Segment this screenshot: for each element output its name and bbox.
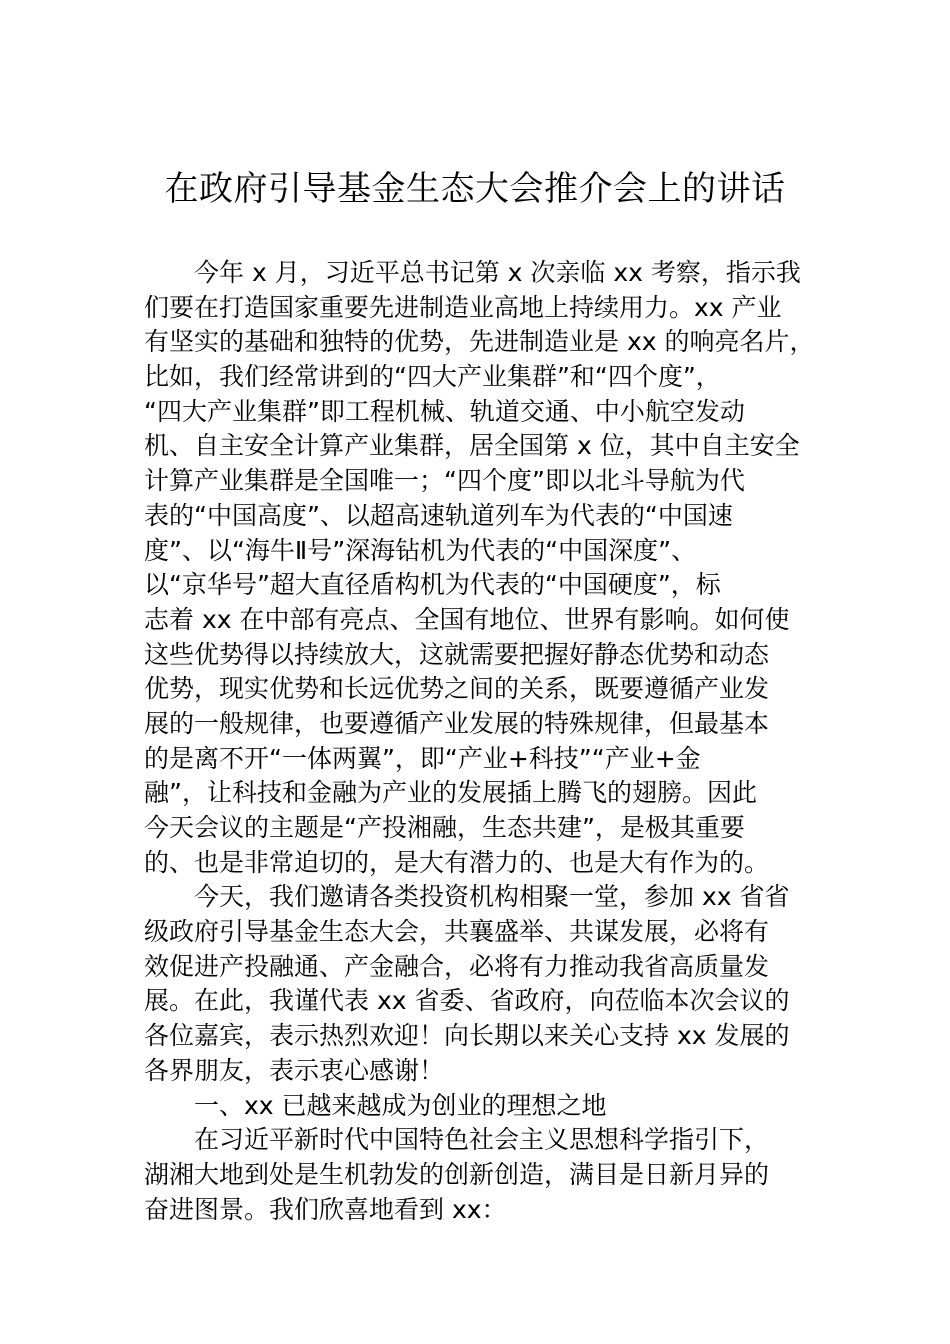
body-line: 今天，我们邀请各类投资机构相聚一堂，参加 xx 省省 xyxy=(194,882,790,912)
body-line: 表的“中国高度”、以超高速轨道列车为代表的“中国速 xyxy=(144,500,733,530)
body-line: 各界朋友，表示衷心感谢！ xyxy=(144,1055,445,1085)
body-line: 融”，让科技和金融为产业的发展插上腾飞的翅膀。因此 xyxy=(144,778,757,808)
body-line: 计算产业集群是全国唯一；“四个度”即以北斗导航为代 xyxy=(144,466,745,496)
body-line: 机、自主安全计算产业集群，居全国第 x 位，其中自主安全 xyxy=(144,431,800,461)
body-line: 一、xx 已越来越成为创业的理想之地 xyxy=(194,1090,607,1120)
body-line: 各位嘉宾，表示热烈欢迎！向长期以来关心支持 xx 发展的 xyxy=(144,1021,790,1051)
body-line: 效促进产投融通、产金融合，必将有力推动我省高质量发 xyxy=(144,951,770,981)
body-line: 有坚实的基础和独特的优势，先进制造业是 xx 的响亮名片， xyxy=(144,327,815,357)
body-line: 在习近平新时代中国特色社会主义思想科学指引下， xyxy=(194,1125,770,1155)
body-line: 展。在此，我谨代表 xx 省委、省政府，向莅临本次会议的 xyxy=(144,986,790,1016)
body-line: 级政府引导基金生态大会，共襄盛举、共谋发展，必将有 xyxy=(144,917,770,947)
body-line: 的是离不开“一体两翼”，即“产业+科技”“产业+金 xyxy=(144,743,701,773)
body-line: 今年 x 月，习近平总书记第 x 次亲临 xx 考察，指示我 xyxy=(194,258,801,287)
body-line: 优势，现实优势和长远优势之间的关系，既要遵循产业发 xyxy=(144,674,770,704)
body-line: 湖湘大地到处是生机勃发的创新创造，满目是日新月异的 xyxy=(144,1159,770,1189)
body-line: 志着 xx 在中部有亮点、全国有地位、世界有影响。如何使 xyxy=(144,604,790,634)
document-body xyxy=(144,256,824,1227)
body-line: 这些优势得以持续放大，这就需要把握好静态优势和动态 xyxy=(144,639,770,669)
body-line: 度”、以“海牛Ⅱ号”深海钻机为代表的“中国深度”、 xyxy=(144,535,697,565)
body-line: “四大产业集群”即工程机械、轨道交通、中小航空发动 xyxy=(144,396,745,426)
body-line: 比如，我们经常讲到的“四大产业集群”和“四个度”， xyxy=(144,362,721,392)
document-title: 在政府引导基金生态大会推介会上的讲话 xyxy=(164,169,786,209)
body-line: 今天会议的主题是“产投湘融，生态共建”，是极其重要 xyxy=(144,813,745,842)
body-line: 展的一般规律，也要遵循产业发展的特殊规律，但最基本 xyxy=(144,708,770,738)
body-line: 们要在打造国家重要先进制造业高地上持续用力。xx 产业 xyxy=(144,292,782,322)
body-line: 的、也是非常迫切的，是大有潜力的、也是大有作为的。 xyxy=(144,847,770,877)
body-line: 奋进图景。我们欣喜地看到 xx： xyxy=(144,1194,507,1224)
body-line: 以“京华号”超大直径盾构机为代表的“中国硬度”，标 xyxy=(144,570,721,600)
